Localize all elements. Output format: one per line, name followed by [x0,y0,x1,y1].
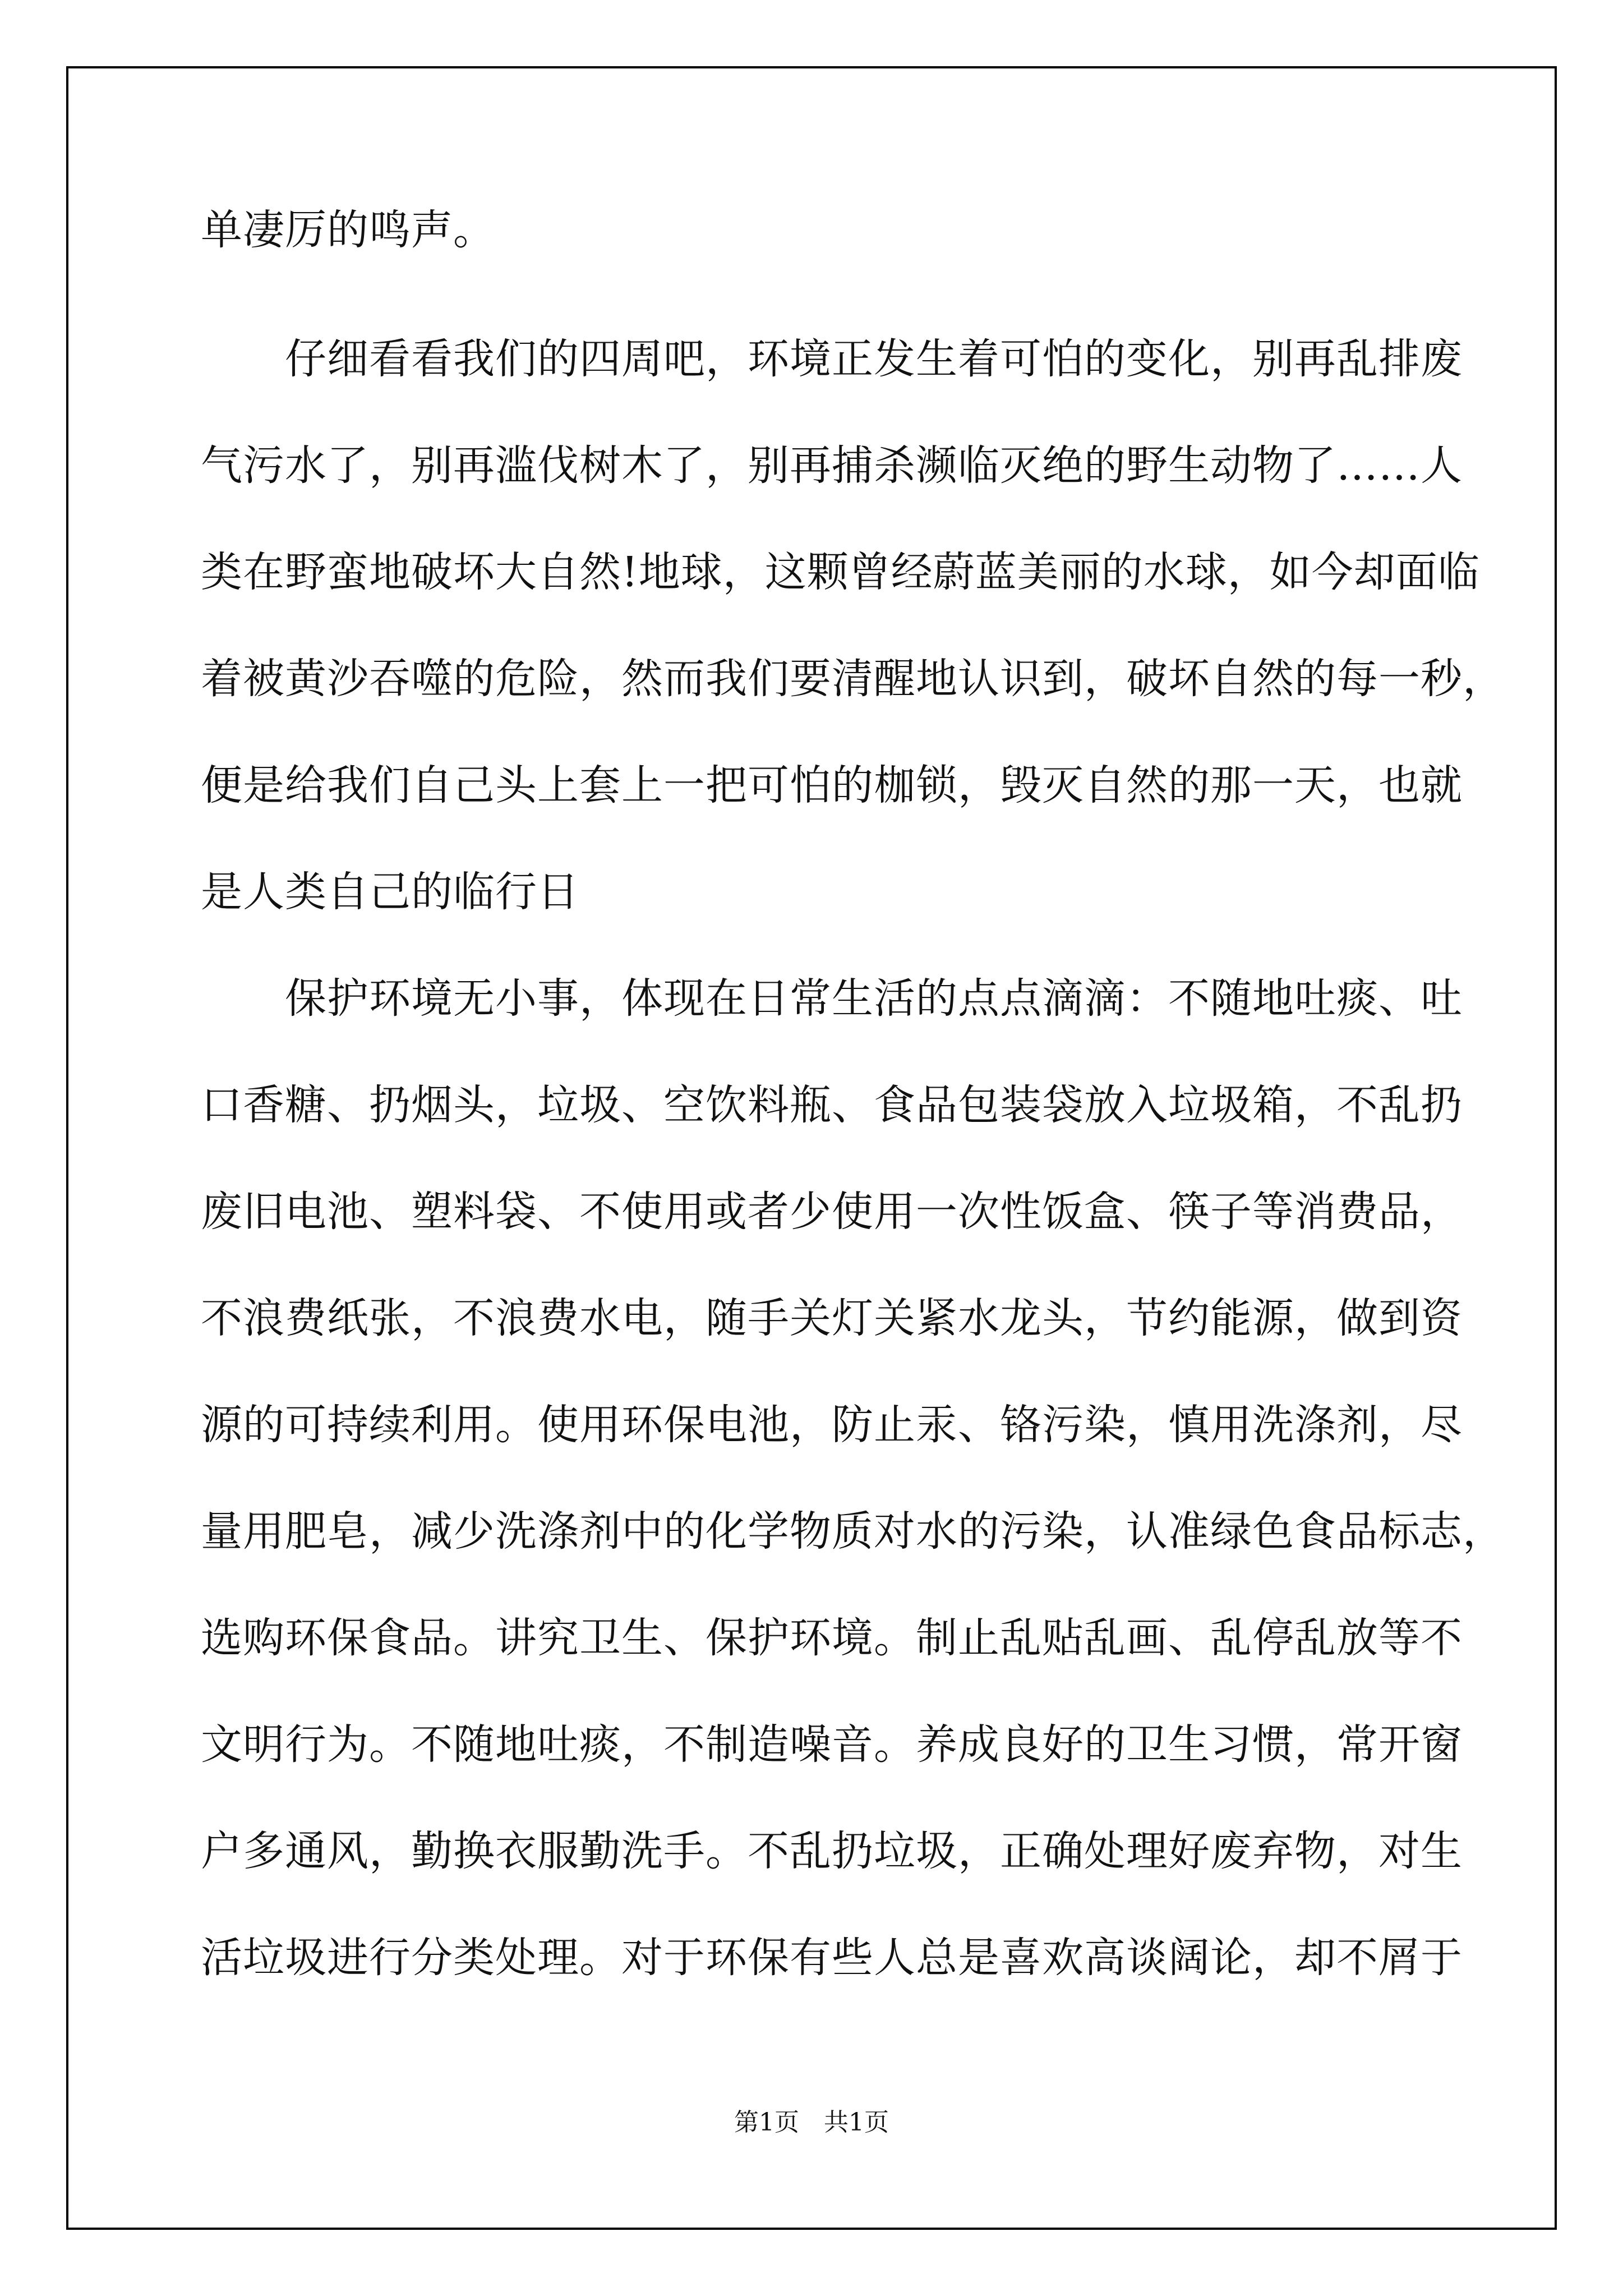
text-line: 不浪费纸张，不浪费水电，随手关灯关紧水龙头，节约能源，做到资 [201,1294,1463,1342]
text-line: 气污水了，别再滥伐树木了，别再捕杀濒临灭绝的野生动物了……人 [201,441,1463,490]
text-line: 着被黄沙吞噬的危险，然而我们要清醒地认识到，破坏自然的每一秒， [201,655,1505,703]
text-line: 是人类自己的临行日 [201,868,579,916]
text-line: 活垃圾进行分类处理。对于环保有些人总是喜欢高谈阔论，却不屑于 [201,1934,1463,1982]
page-footer: 第1页 共1页 [734,2108,889,2137]
text-line: 源的可持续利用。使用环保电池，防止汞、铬污染，慎用洗涤剂，尽 [201,1401,1463,1449]
text-line: 仔细看看我们的四周吧，环境正发生着可怕的变化，别再乱排废 [201,335,1463,383]
text-line: 选购环保食品。讲究卫生、保护环境。制止乱贴乱画、乱停乱放等不 [201,1614,1463,1662]
text-line: 口香糖、扔烟头，垃圾、空饮料瓶、食品包装袋放入垃圾箱，不乱扔 [201,1081,1463,1129]
text-line: 户多通风，勤换衣服勤洗手。不乱扔垃圾，正确处理好废弃物，对生 [201,1827,1463,1875]
text-line: 量用肥皂，减少洗涤剂中的化学物质对水的污染，认准绿色食品标志， [201,1507,1505,1556]
text-line: 类在野蛮地破坏大自然!地球，这颗曾经蔚蓝美丽的水球，如今却面临 [201,548,1480,596]
text-line: 保护环境无小事，体现在日常生活的点点滴滴：不随地吐痰、吐 [201,974,1463,1023]
page-border [66,66,1557,2230]
text-line: 单凄厉的鸣声。 [201,206,495,254]
text-line: 文明行为。不随地吐痰，不制造噪音。养成良好的卫生习惯，常开窗 [201,1720,1463,1769]
text-line: 便是给我们自己头上套上一把可怕的枷锁，毁灭自然的那一天，也就 [201,761,1463,809]
text-line: 废旧电池、塑料袋、不使用或者少使用一次性饭盒、筷子等消费品， [201,1188,1463,1236]
